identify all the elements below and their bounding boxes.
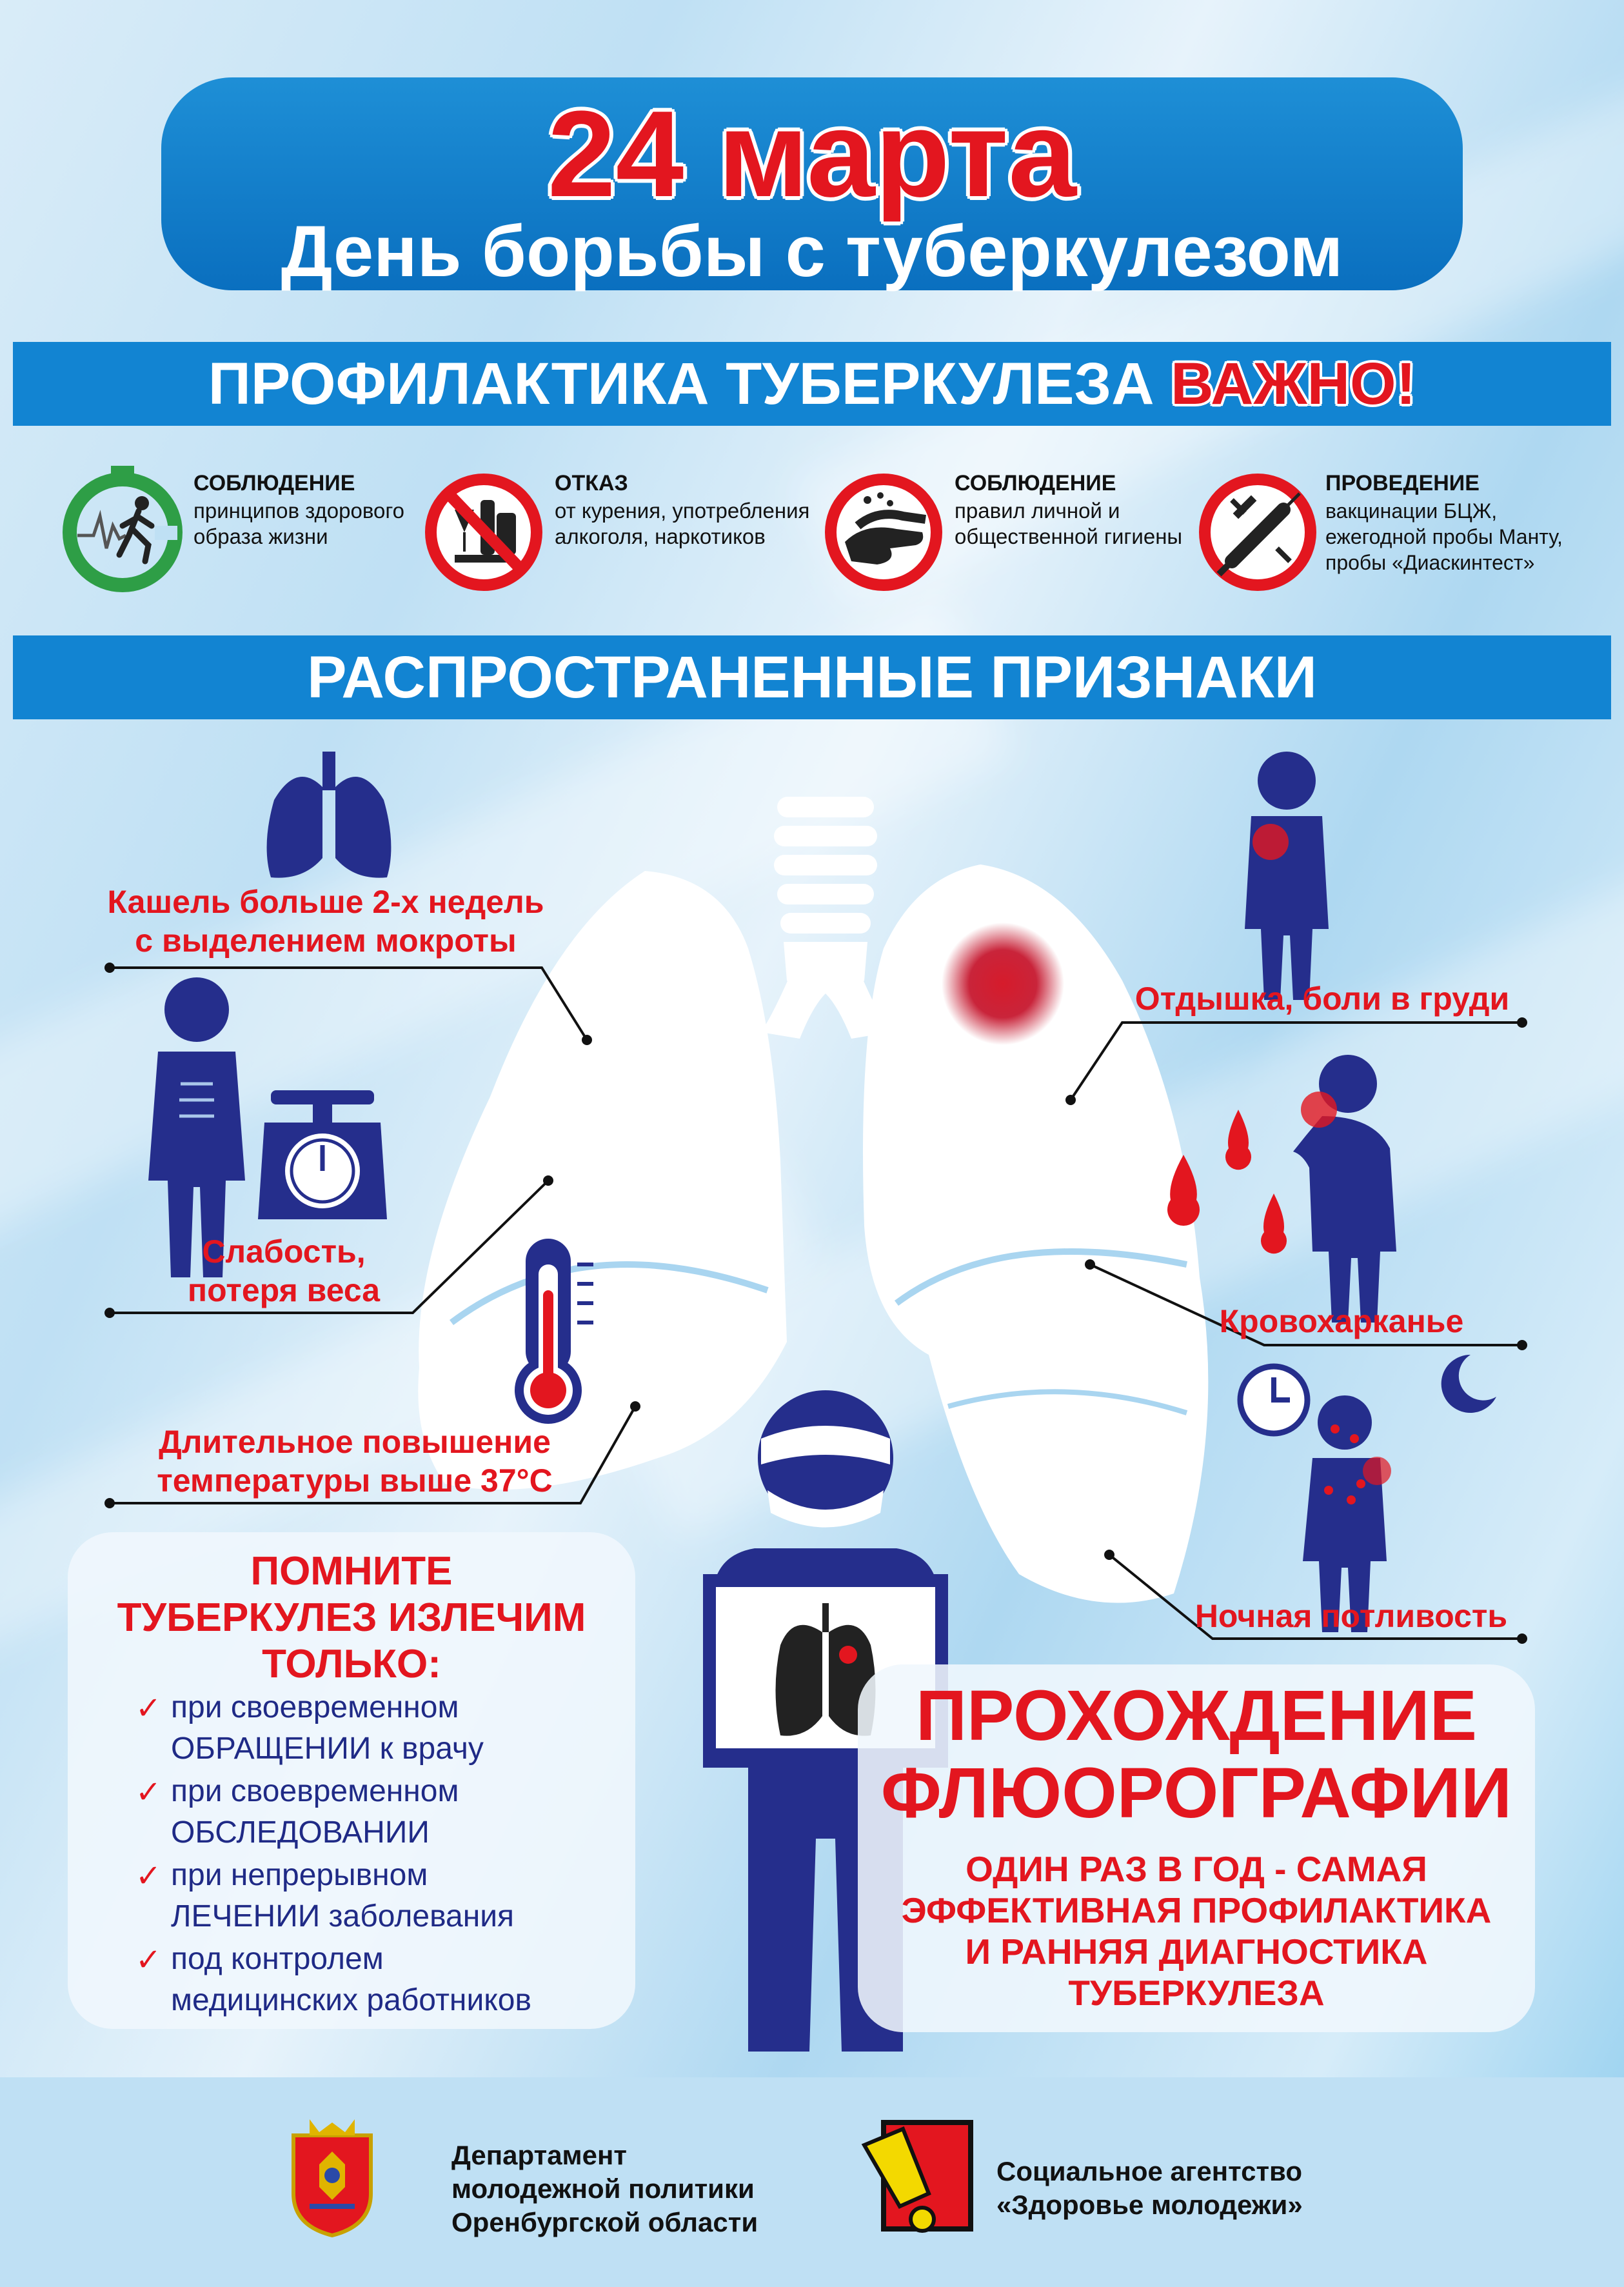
- hemoptysis-person-icon: [1148, 1039, 1432, 1329]
- chest-pain-person-icon: [1225, 748, 1354, 1006]
- prevention-item-title: ОТКАЗ: [555, 471, 628, 495]
- symptom-hemoptysis-label: Кровохарканье: [1219, 1303, 1464, 1339]
- fluorography-panel: [858, 1664, 1535, 2032]
- small-lungs-icon: [258, 748, 400, 884]
- header-subtitle: День борьбы с туберкулезом: [281, 211, 1343, 292]
- prevention-item-text: принципов здорового образа жизни: [193, 499, 405, 548]
- remember-panel: [68, 1532, 635, 2029]
- symptom-cough-label: Кашель больше 2-х недель с выделением мокроты: [107, 884, 544, 959]
- check-icon: ✓: [135, 1692, 162, 1726]
- footer: [0, 2077, 1624, 2287]
- remember-item: при своевременном ОБСЛЕДОВАНИИ: [171, 1774, 459, 1850]
- prevention-item-title: ПРОВЕДЕНИЕ: [1325, 471, 1480, 495]
- prevention-item-title: СОБЛЮДЕНИЕ: [193, 471, 355, 495]
- symptom-chest-pain-label: Отдышка, боли в груди: [1134, 981, 1510, 1017]
- header-date: 24 марта: [547, 86, 1077, 223]
- scales-icon: [258, 1090, 387, 1226]
- symptoms-title: РАСПРОСТРАНЕННЫЕ ПРИЗНАКИ: [307, 644, 1317, 710]
- remember-item: при непрерывном ЛЕЧЕНИИ заболевания: [171, 1858, 515, 1933]
- prevention-item-text: правил личной и общественной гигиены: [955, 499, 1183, 548]
- symptom-weakness-label: Слабость, потеря веса: [187, 1233, 381, 1308]
- org-agency: Социальное агентство «Здоровье молодежи»: [996, 2156, 1303, 2220]
- remember-title: ПОМНИТЕ ТУБЕРКУЛЕЗ ИЗЛЕЧИМ ТОЛЬКО:: [117, 1549, 586, 1686]
- fluorography-title: ПРОХОЖДЕНИЕ ФЛЮОРОГРАФИИ: [880, 1676, 1512, 1833]
- prevention-accent: ВАЖНО!: [1171, 351, 1416, 417]
- health-agency-logo-icon: [858, 2116, 980, 2245]
- remember-item: при своевременном ОБРАЩЕНИИ к врачу: [171, 1690, 484, 1766]
- thermometer-icon: [510, 1239, 600, 1426]
- check-icon: ✓: [135, 1775, 162, 1810]
- symptom-fever-label: Длительное повышение температуры выше 37°С: [157, 1424, 553, 1499]
- coat-of-arms-icon: [284, 2116, 381, 2239]
- fluorography-text: ОДИН РАЗ В ГОД - САМАЯ ЭФФЕКТИВНАЯ ПРОФИЛАКТИКА И РАННЯЯ ДИАГНОСТИКА ТУБЕРКУЛЕЗА: [901, 1849, 1492, 2013]
- prevention-item-title: СОБЛЮДЕНИЕ: [955, 471, 1116, 495]
- prevention-item-text: от курения, употребления алкоголя, наркотиков: [555, 499, 810, 548]
- prevention-title: ПРОФИЛАКТИКА ТУБЕРКУЛЕЗА: [208, 351, 1154, 417]
- moon-icon: [1432, 1348, 1503, 1419]
- org-department: Департамент молодежной политики Оренбургской области: [451, 2140, 758, 2237]
- remember-item: под контролем медицинских работников: [171, 1942, 531, 2017]
- check-icon: ✓: [135, 1859, 162, 1893]
- check-icon: ✓: [135, 1943, 162, 1977]
- prevention-item-text: вакцинации БЦЖ, ежегодной пробы Манту, пробы «Диаскинтест»: [1325, 499, 1563, 574]
- symptom-night-sweats-label: Ночная потливость: [1194, 1598, 1508, 1634]
